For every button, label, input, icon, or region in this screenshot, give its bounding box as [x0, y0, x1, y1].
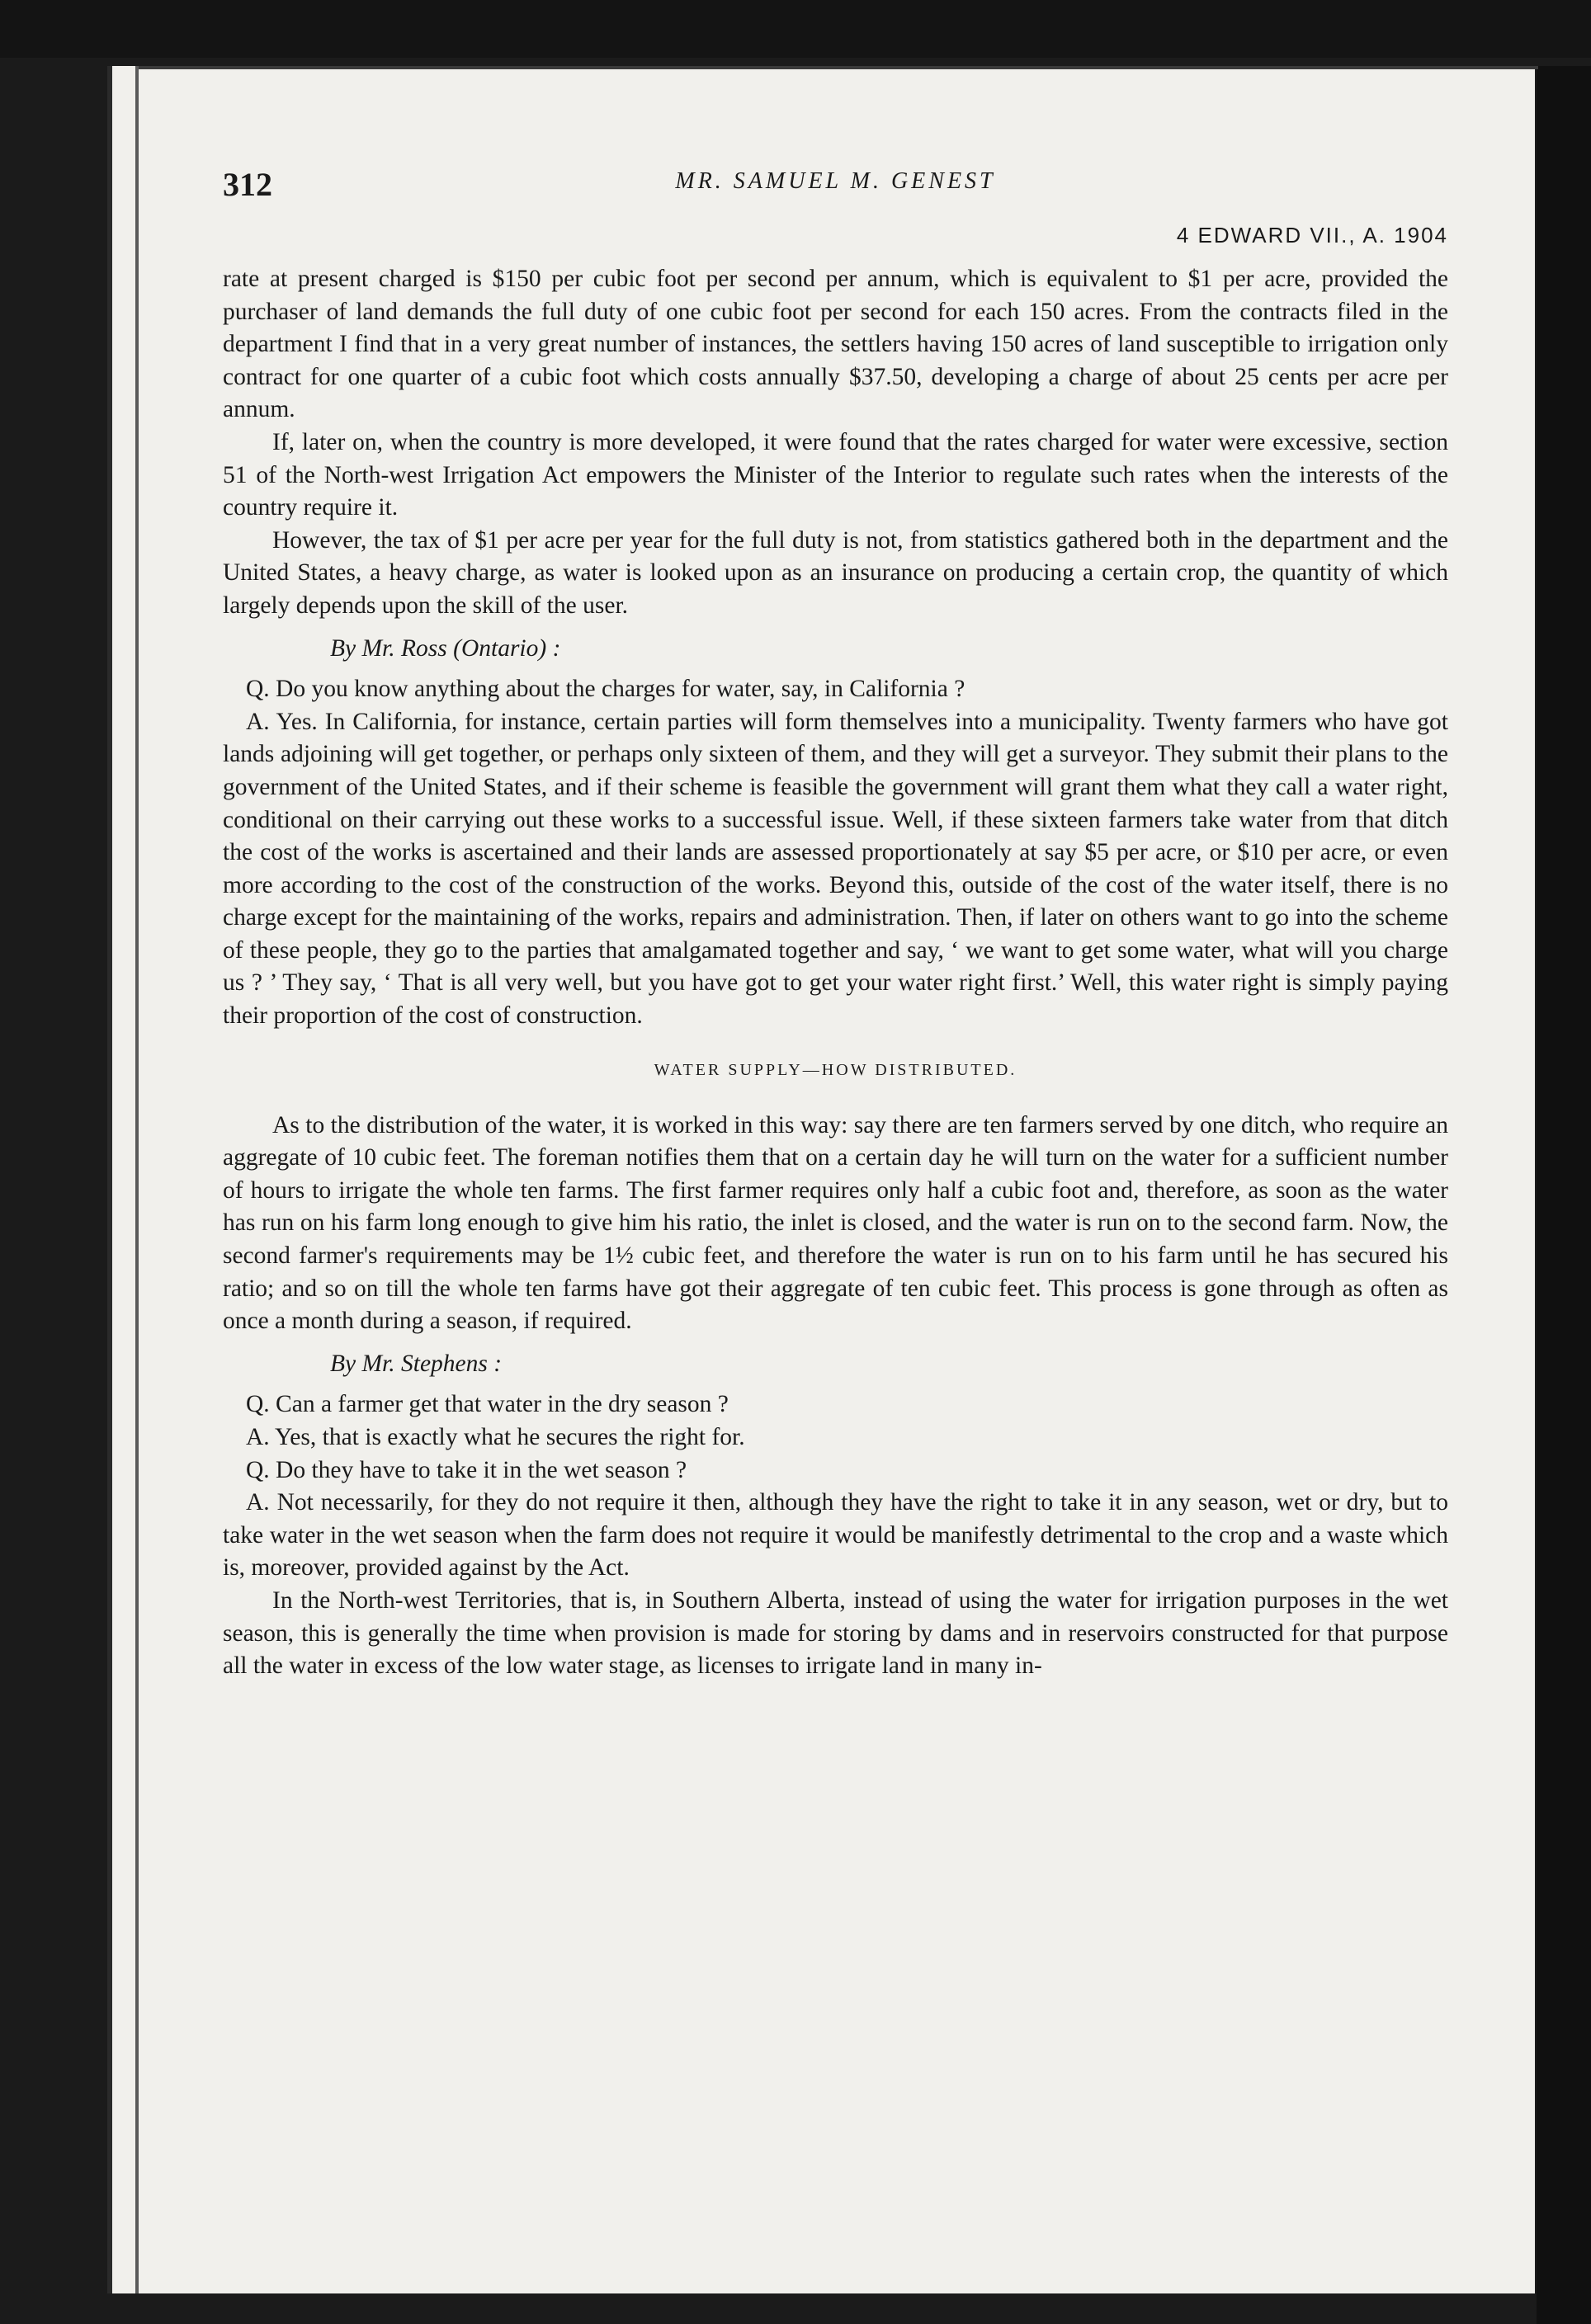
paragraph: In the North-west Territories, that is, in Southern Alberta, instead of using the water for irrigation purposes in the wet season, this is generally the time when provision is made for storing by dams and in reservoirs constructed for that purpose all the water in excess of the low water stage, as licenses to irrigate land in many in-: [223, 1586, 1448, 1680]
paragraph: As to the distribution of the water, it is worked in this way: say there are ten farmers served by one ditch, who require an aggregate of 10 cubic feet. The foreman notifies them that on a certain day he will turn on the water for a sufficient number of hours to irrigate the whole ten farms. The first farmer requires only half a cubic foot and, therefore, as soon as the water has run on his farm long enough to give him his ratio, the inlet is closed, and the water is run on to the second farm. Now, the second farmer's requirements may be 1½ cubic feet, and therefore the water is run on to his farm until he has secured his ratio; and so on till the whole ten farms have got their aggregate of ten cubic feet. This process is gone through as often as once a month during a season, if required.: [223, 1111, 1448, 1335]
text-block-distribution: [223, 1110, 1448, 1338]
paragraph: If, later on, when the country is more developed, it were found that the rates charged for water were excessive, section 51 of the North-west Irrigation Act empowers the Minister of the Interior to regulate such rates when the interests of the country require it.: [223, 428, 1448, 521]
scan-border-right: [1537, 66, 1591, 2324]
paragraph: A. Yes, that is exactly what he secures the right for.: [246, 1424, 745, 1450]
byline-stephens: By Mr. Stephens :: [330, 1350, 503, 1377]
paragraph: Q. Can a farmer get that water in the dry season ?: [246, 1391, 729, 1418]
page-margin-rule: [135, 66, 139, 2293]
paragraph: rate at present charged is $150 per cubic foot per second per annum, which is equivalent to $1 per acre, provided the purchaser of land demands the full duty of one cubic foot per second for each 150 acres. From the contracts filed in the department I find that in a very great number of instances, the settlers having 150 acres of land susceptible to irrigation only contract for one quarter of a cubic foot which costs annually $37.50, developing a charge of about 25 cents per acre per annum.: [223, 266, 1448, 423]
running-head: [223, 165, 1448, 214]
text-block-qa-ross: [223, 673, 1448, 1033]
paragraph: However, the tax of $1 per acre per year for the full duty is not, from statistics gathered both in the department and the United States, a heavy charge, as water is looked upon as an insurance on producing a certain crop, the quantity of which largely depends upon the skill of the user.: [223, 526, 1448, 619]
session-label: 4 EDWARD VII., A. 1904: [1176, 223, 1448, 247]
page-content: [223, 165, 1448, 1683]
page-number: 312: [223, 166, 272, 203]
paragraph: Q. Do you know anything about the charges for water, say, in California ?: [246, 676, 965, 703]
scan-border-top: [0, 0, 1591, 58]
page-top-rule: [135, 66, 1538, 69]
running-title: MR. SAMUEL M. GENEST: [675, 168, 996, 194]
paragraph: A. Not necessarily, for they do not require it then, although they have the right to take it in any season, wet or dry, but to take water in the wet season when the farm does not require it would be manifestly detrimental to the crop and a waste which is, moreover, provided against by the Act.: [223, 1489, 1448, 1582]
byline-ross: By Mr. Ross (Ontario) :: [330, 634, 561, 662]
paragraph: A. Yes. In California, for instance, certain parties will form themselves into a municipality. Twenty farmers who have got lands adjoining will get together, or perhaps only sixteen of them, and they will get a surveyor. They submit their plans to the government of the United States, and if their scheme is feasible the government will grant them what they call a water right, conditional on their carrying out these works to a successful issue. Well, if these sixteen farmers take water from that ditch the cost of the works is ascertained and their lands are assessed proportionately at say $5 per acre, or $10 per acre, or even more according to the cost of the construction of the works. Beyond this, outside of the cost of the water itself, there is no charge except for the maintaining of the works, repairs and administration. Then, if later on others want to go into the scheme of these people, they go to the parties that amalgamated together and say, ‘ we want to get some water, what will you charge us ? ’ They say, ‘ That is all very well, but you have got to get your water right first.’ Well, this water right is simply paying their proportion of the cost of construction.: [223, 708, 1448, 1030]
section-heading: WATER SUPPLY—HOW DISTRIBUTED.: [654, 1060, 1017, 1079]
paragraph: Q. Do they have to take it in the wet season ?: [246, 1456, 687, 1483]
text-block-qa-stephens: [223, 1388, 1448, 1682]
text-block-top: [223, 263, 1448, 623]
